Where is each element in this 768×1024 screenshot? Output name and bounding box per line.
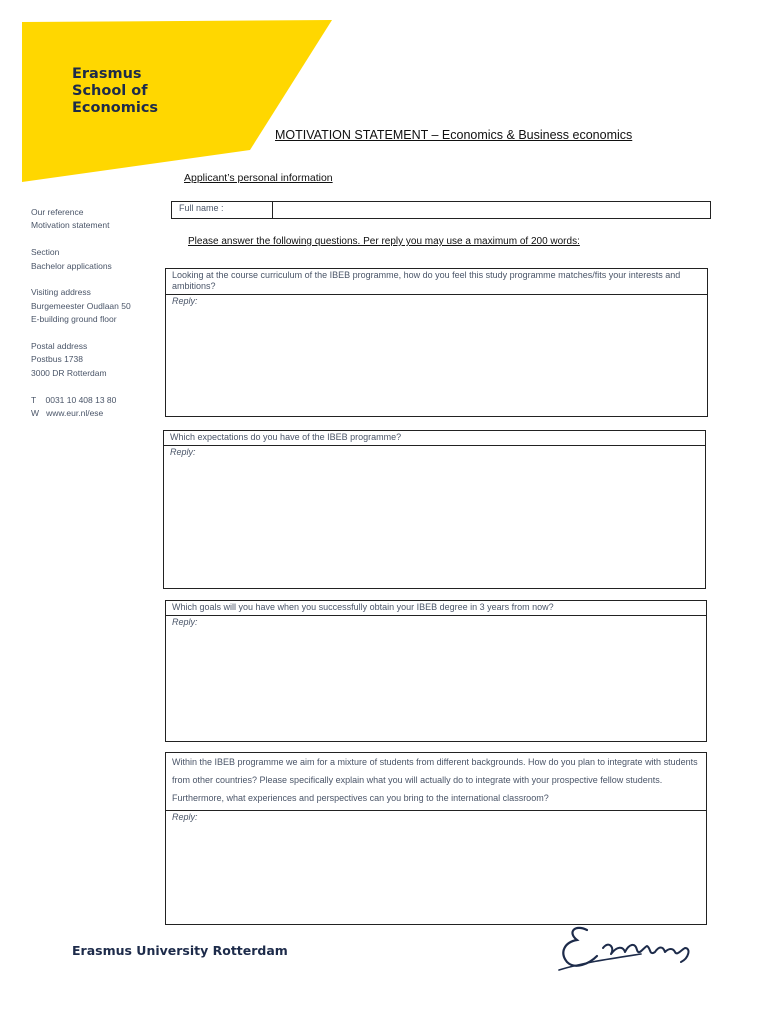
logo-line: Economics [72,100,159,116]
sidebar-line: E-building ground floor [31,314,117,325]
sidebar-line: Postbus 1738 [31,354,83,365]
sidebar-line: Section [31,247,60,258]
question-text: Within the IBEB programme we aim for a mixture of students from different backgrounds. How do you plan to integrate with students from other countries? Please specifically explain what you will actually do to integrate with your prospective fellow students. Furthermore, what experiences and perspectives can you bring to the international classroom? [166,753,706,811]
sidebar-line: Motivation statement [31,220,110,231]
question-box-4 [165,752,707,925]
sidebar-group-reference [31,206,166,233]
logo-line: School of [72,83,148,99]
sidebar-website: W www.eur.nl/ese [31,408,104,419]
sidebar-line: 3000 DR Rotterdam [31,367,107,378]
personal-info-heading: Applicant’s personal information [184,172,333,184]
logo-line: Erasmus [72,66,142,82]
question-text: Which expectations do you have of the IBEB programme? [164,431,705,446]
sidebar-line: Our reference [31,207,84,217]
university-name: Erasmus University Rotterdam [72,943,288,958]
reply-field[interactable]: Reply: [172,296,198,306]
contact-sidebar [31,206,166,434]
sidebar-line: Bachelor applications [31,260,112,271]
question-box-1 [165,268,708,417]
sidebar-group-visiting-address [31,286,166,326]
sidebar-phone: T 0031 10 408 13 80 [31,394,117,405]
school-logo [72,66,158,117]
erasmus-signature-logo [545,918,715,978]
yellow-banner [0,0,340,190]
document-title: MOTIVATION STATEMENT – Economics & Business economics [275,128,633,142]
reply-field[interactable]: Reply: [170,447,196,457]
sidebar-line: Postal address [31,341,88,352]
sidebar-line: Visiting address [31,287,91,298]
question-text: Which goals will you have when you successfully obtain your IBEB degree in 3 years from now? [166,601,706,616]
sidebar-group-contact [31,394,166,421]
sidebar-group-postal-address [31,340,166,380]
full-name-row [171,201,711,219]
question-box-2 [163,430,706,589]
sidebar-line: Burgemeester Oudlaan 50 [31,300,131,311]
reply-field[interactable]: Reply: [172,617,198,627]
reply-field[interactable]: Reply: [172,811,198,822]
question-text: Looking at the course curriculum of the IBEB programme, how do you feel this study programme matches/fits your interests and ambitions? [166,269,707,295]
sidebar-group-section [31,246,166,273]
full-name-label: Full name : [172,202,273,218]
instructions: Please answer the following questions. Per reply you may use a maximum of 200 words: [188,236,580,247]
full-name-field[interactable] [273,202,710,218]
question-box-3 [165,600,707,742]
